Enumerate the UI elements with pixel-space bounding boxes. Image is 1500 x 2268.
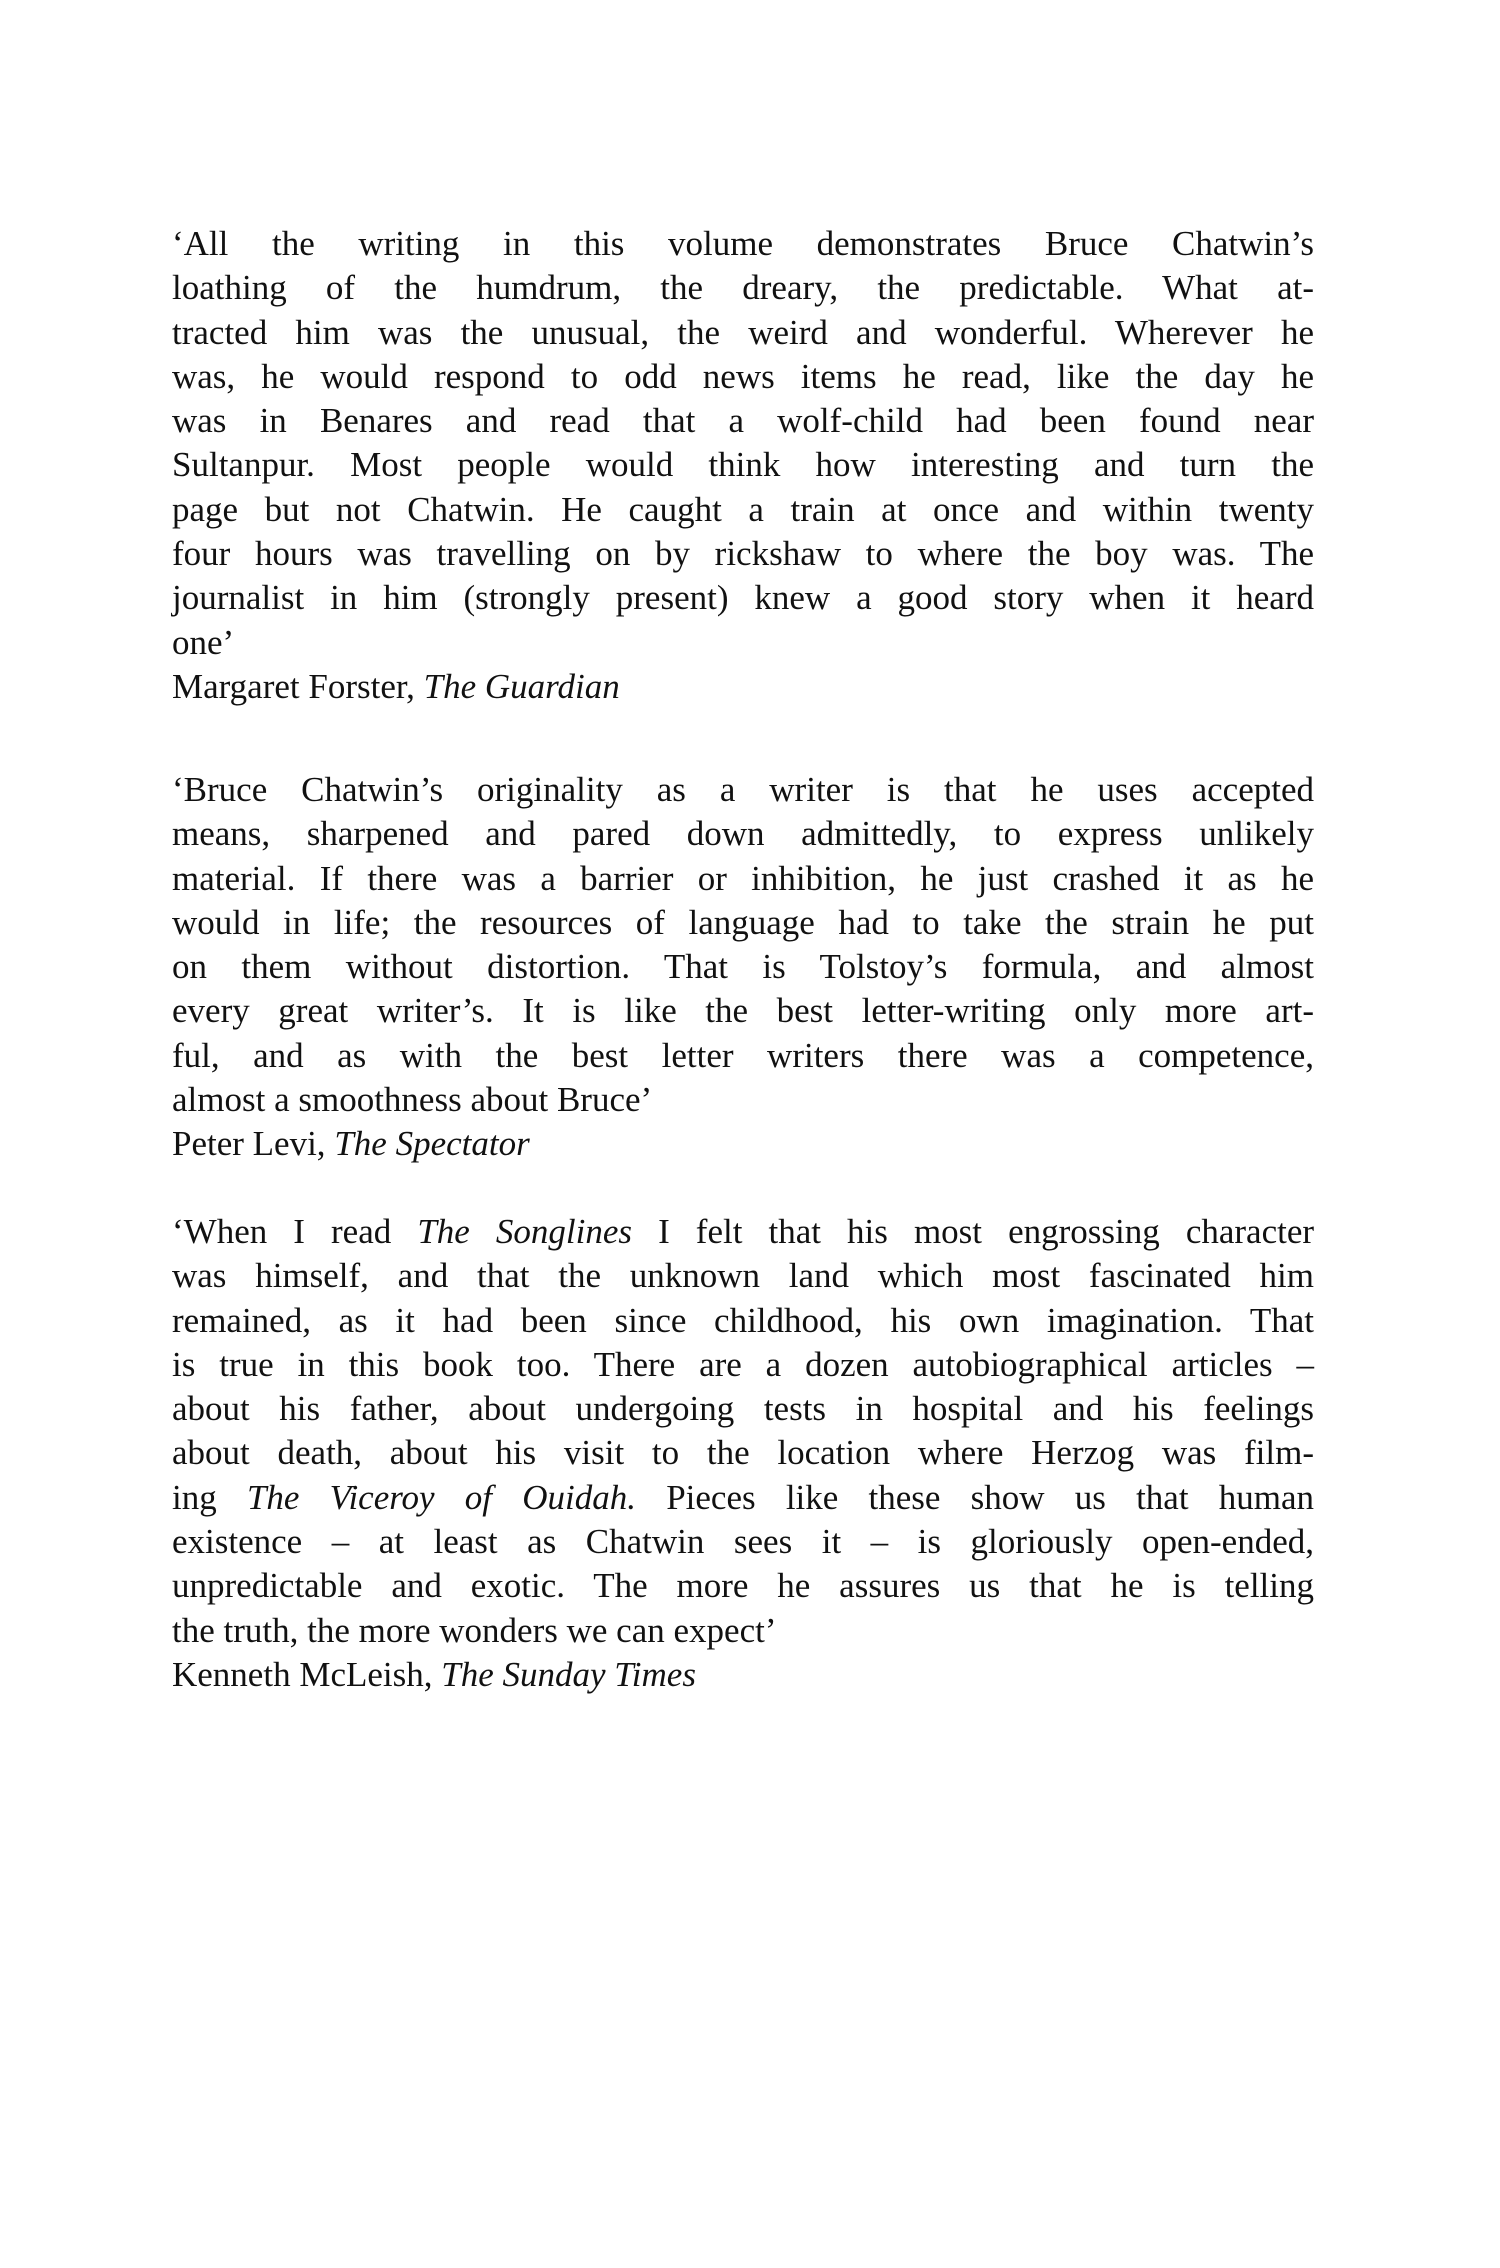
quote-line: means, sharpened and pared down admittedly, to express unlikely — [172, 814, 1314, 854]
quote-line: ful, and as with the best letter writers there was a competence, — [172, 1035, 1314, 1075]
quote-line: tracted him was the unusual, the weird and wonderful. Wherever he — [172, 312, 1314, 352]
review-quote-spectator — [172, 768, 1314, 1167]
quote-line: is true in this book too. There are a dozen autobiographical articles – — [172, 1344, 1314, 1384]
quote-line: unpredictable and exotic. The more he assures us that he is telling — [172, 1566, 1314, 1606]
quote-line: every great writer’s. It is like the best letter-writing only more art- — [172, 991, 1314, 1031]
quote-line: ‘All the writing in this volume demonstrates Bruce Chatwin’s — [172, 224, 1314, 263]
quote-line: journalist in him (strongly present) knew a good story when it heard — [172, 578, 1314, 618]
quote-line: loathing of the humdrum, the dreary, the predictable. What at- — [172, 268, 1314, 308]
quote-line: one’ — [172, 622, 235, 662]
quote-line: ing The Viceroy of Ouidah. Pieces like these show us that human — [172, 1477, 1315, 1517]
quote-line: was, he would respond to odd news items he read, like the day he — [172, 356, 1314, 396]
book-title: The Songlines — [417, 1212, 632, 1251]
quote-line: almost a smoothness about Bruce’ — [172, 1080, 653, 1120]
publication-name: The Spectator — [334, 1124, 530, 1164]
quote-line: on them without distortion. That is Tolstoy’s formula, and almost — [172, 947, 1314, 987]
review-quote-sunday-times — [172, 1210, 1314, 1697]
quote-line: Sultanpur. Most people would think how interesting and turn the — [172, 445, 1314, 485]
quote-line: remained, as it had been since childhood, his own imagination. That — [172, 1300, 1314, 1340]
publication-name: The Sunday Times — [441, 1654, 696, 1694]
reviewer-name: Peter Levi, — [172, 1124, 326, 1164]
reviewer-name: Margaret Forster, — [172, 666, 415, 706]
quote-line: the truth, the more wonders we can expect’ — [172, 1610, 777, 1650]
book-title: The Viceroy of Ouidah. — [246, 1477, 636, 1517]
quote-line: was himself, and that the unknown land which most fascinated him — [172, 1256, 1314, 1296]
quote-line: ‘When I read The Songlines I felt that his most engrossing character — [172, 1212, 1315, 1251]
quote-line: ‘Bruce Chatwin’s originality as a writer is that he uses accepted — [172, 770, 1314, 809]
quote-line: would in life; the resources of language had to take the strain he put — [172, 902, 1314, 942]
review-quote-guardian — [172, 222, 1314, 709]
quote-line: about death, about his visit to the location where Herzog was film- — [172, 1433, 1314, 1473]
quote-line: was in Benares and read that a wolf-child had been found near — [172, 401, 1314, 441]
review-attribution — [172, 1122, 1314, 1166]
reviewer-name: Kenneth McLeish, — [172, 1654, 433, 1694]
review-attribution — [172, 665, 1314, 709]
review-attribution — [172, 1653, 1314, 1697]
quote-line: page but not Chatwin. He caught a train at once and within twenty — [172, 489, 1314, 529]
quote-line: material. If there was a barrier or inhibition, he just crashed it as he — [172, 858, 1314, 898]
publication-name: The Guardian — [423, 666, 620, 706]
quote-line: about his father, about undergoing tests in hospital and his feelings — [172, 1389, 1314, 1429]
quote-line: four hours was travelling on by rickshaw to where the boy was. The — [172, 534, 1314, 574]
quote-line: existence – at least as Chatwin sees it – is gloriously open-ended, — [172, 1522, 1314, 1562]
